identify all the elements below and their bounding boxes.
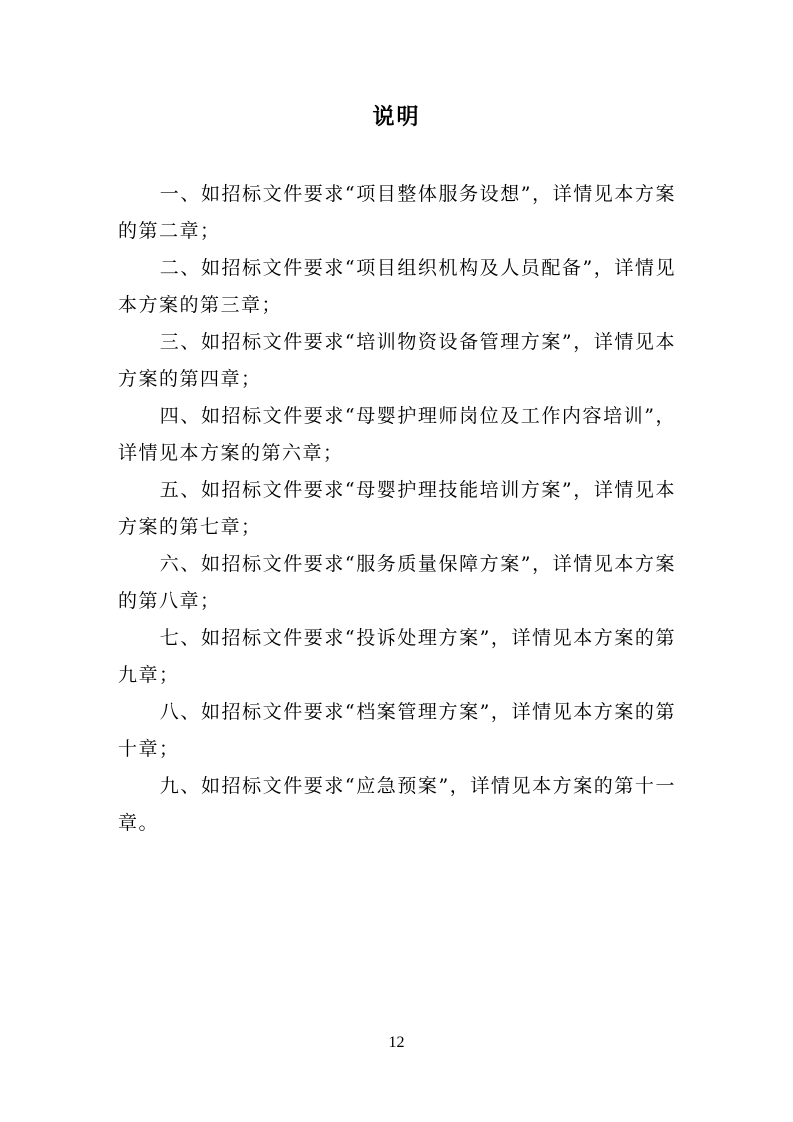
instruction-list <box>118 176 676 842</box>
instruction-item-7: 七、如招标文件要求“投诉处理方案”，详情见本方案的第九章； <box>118 627 676 686</box>
instruction-item-1: 一、如招标文件要求“项目整体服务设想”，详情见本方案的第二章； <box>118 183 676 242</box>
instruction-item-5: 五、如招标文件要求“母婴护理技能培训方案”，详情见本方案的第七章； <box>118 479 676 538</box>
instruction-item-6: 六、如招标文件要求“服务质量保障方案”，详情见本方案的第八章； <box>118 553 676 612</box>
instruction-item-3: 三、如招标文件要求“培训物资设备管理方案”，详情见本方案的第四章； <box>118 331 676 390</box>
instruction-item-2: 二、如招标文件要求“项目组织机构及人员配备”，详情见本方案的第三章； <box>118 257 676 316</box>
instruction-item-8: 八、如招标文件要求“档案管理方案”，详情见本方案的第十章； <box>118 701 676 760</box>
instruction-item-9: 九、如招标文件要求“应急预案”，详情见本方案的第十一章。 <box>118 775 676 834</box>
page-number: 12 <box>388 1034 405 1051</box>
instruction-item-4: 四、如招标文件要求“母婴护理师岗位及工作内容培训”，详情见本方案的第六章； <box>118 405 676 464</box>
page-title: 说明 <box>372 104 421 130</box>
